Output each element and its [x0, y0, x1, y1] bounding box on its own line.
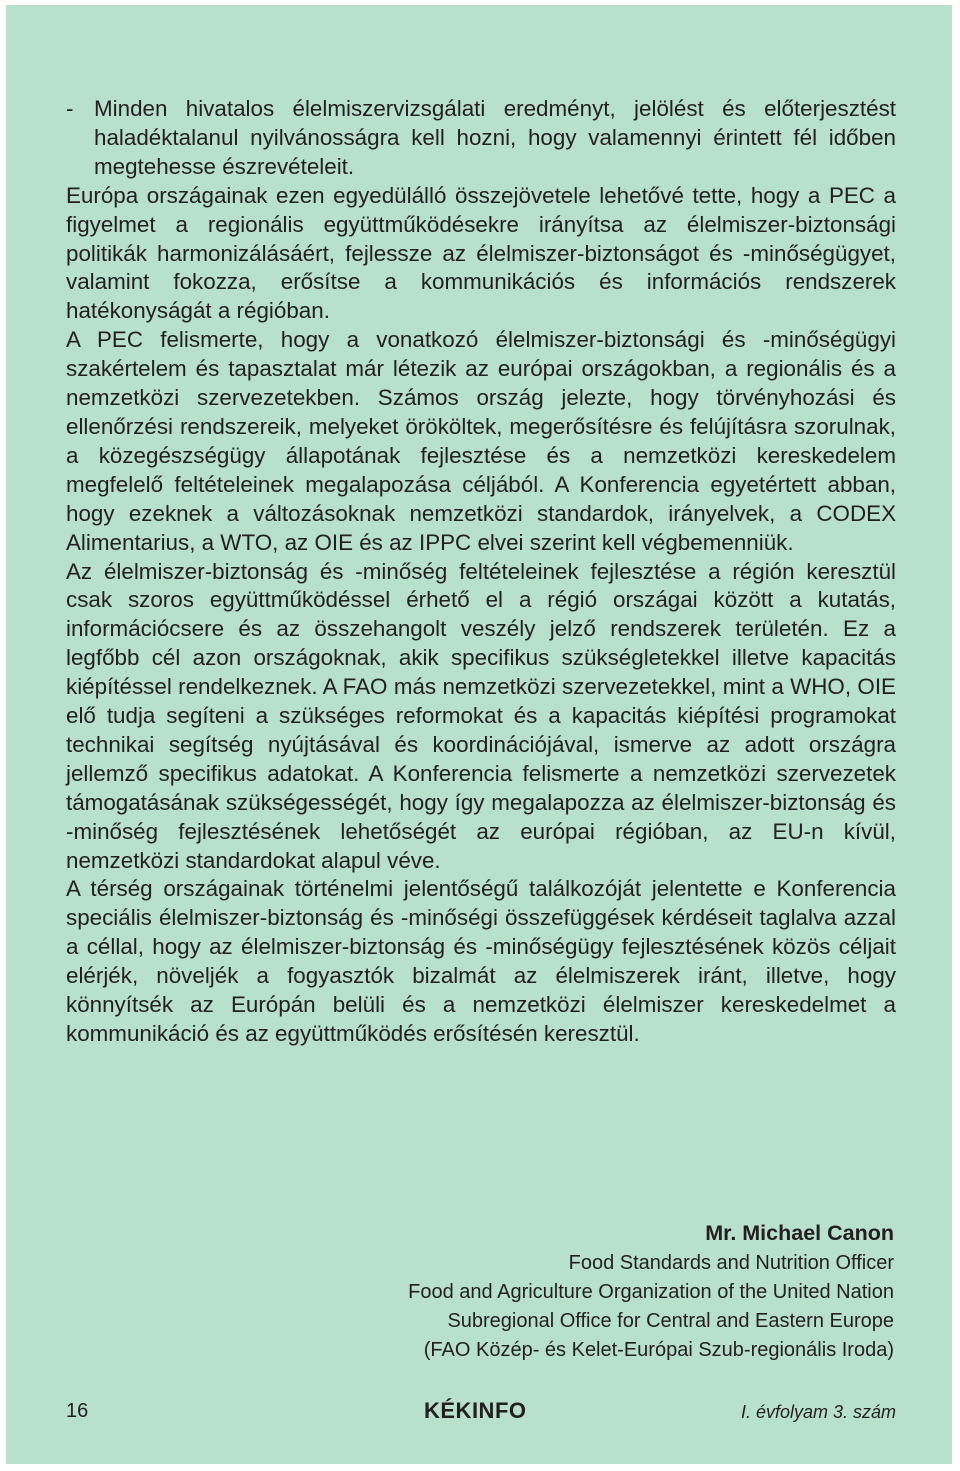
issue-label: I. évfolyam 3. szám	[740, 1402, 896, 1422]
bullet-item	[66, 95, 896, 182]
paragraph-4: A térség országainak történelmi jelentőségű találkozóját jelentette e Konferencia speciális élelmiszer-biztonság és -minőségi összefüggések kérdéseit taglalva azzal a céllal, hogy az élelmiszer-biztonság és -minőségügy fejlesztésének közös céljait elérjék, növeljék a fogyasztók bizalmát az élelmiszerek iránt, illetve, hogy könnyítsék az Európán belüli és a nemzetközi élelmiszer kereskedelmet a kommunikáció és az együttműködés erősítésén keresztül.	[66, 876, 896, 1046]
paragraph-1: Európa országainak ezen egyedülálló összejövetele lehetővé tette, hogy a PEC a figyelmet a regionális együttműködésekre irányítsa az élelmiszer-biztonsági politikák harmonizálásáért, fejlessze az élelmiszer-biztonságot és -minőségügyet, valamint fokozza, erősítse a kommunikációs és információs rendszerek hatékonyságát a régióban.	[66, 182, 896, 324]
bullet-dash: -	[66, 96, 74, 121]
paragraph-3: Az élelmiszer-biztonság és -minőség feltételeinek fejlesztése a régión keresztül csak szoros együttműködéssel érhető el a régió országai között a kutatás, információcsere és az összehangolt veszély jelző rendszerek területén. Ez a legfőbb cél azon országoknak, akik specifikus szükségletekkel illetve kapacitás kiépítéssel rendelkeznek. A FAO más nemzetközi szervezetekkel, mint a WHO, OIE elő tudja segíteni a szükséges reformokat és a kapacitás kiépítési programokat technikai segítség nyújtásával és koordinációjával, ismerve az adott országra jellemző specifikus adatokat. A Konferencia felismerte a nemzetközi szervezetek támogatásának szükségességét, hogy így megalapozza az élelmiszer-biztonság és -minőség fejlesztésének lehetőségét az európai régióban, az EU-n kívül, nemzetközi standardokat alapul véve.	[66, 558, 896, 873]
bullet-text: Minden hivatalos élelmiszervizsgálati eredményt, jelölést és előterjesztést haladéktalanul nyilvánosságra kell hozni, hogy valamennyi érintett fél időben megtehesse észrevételeit.	[94, 96, 896, 179]
author-organization: Food and Agriculture Organization of the United Nation	[408, 1281, 894, 1303]
page-number: 16	[66, 1400, 89, 1422]
author-title: Food Standards and Nutrition Officer	[568, 1252, 894, 1274]
page	[6, 5, 952, 1464]
signature-block	[194, 1217, 894, 1365]
article-body	[66, 95, 896, 1049]
journal-title: KÉKINFO	[424, 1398, 527, 1423]
author-office-hungarian: (FAO Közép- és Kelet-Európai Szub-regionális Iroda)	[423, 1339, 894, 1361]
author-office: Subregional Office for Central and Eastern Europe	[447, 1310, 894, 1332]
paragraph-2: A PEC felismerte, hogy a vonatkozó élelmiszer-biztonsági és -minőségügyi szakértelem és tapasztalat már létezik az európai országokban, a regionális és a nemzetközi szervezetekben. Számos ország jelezte, hogy törvényhozási és ellenőrzési rendszereik, melyeket örököltek, megerősítésre és felújításra szorulnak, a közegészségügy állapotának fejlesztése és a nemzetközi kereskedelem megfelelő feltételeinek megalapozása céljából. A Konferencia egyetértett abban, hogy ezeknek a változásoknak nemzetközi standardok, irányelvek, a CODEX Alimentarius, a WTO, az OIE és az IPPC elvei szerint kell végbemenniük.	[66, 327, 896, 555]
author-name: Mr. Michael Canon	[705, 1221, 894, 1245]
page-footer	[66, 1398, 896, 1428]
